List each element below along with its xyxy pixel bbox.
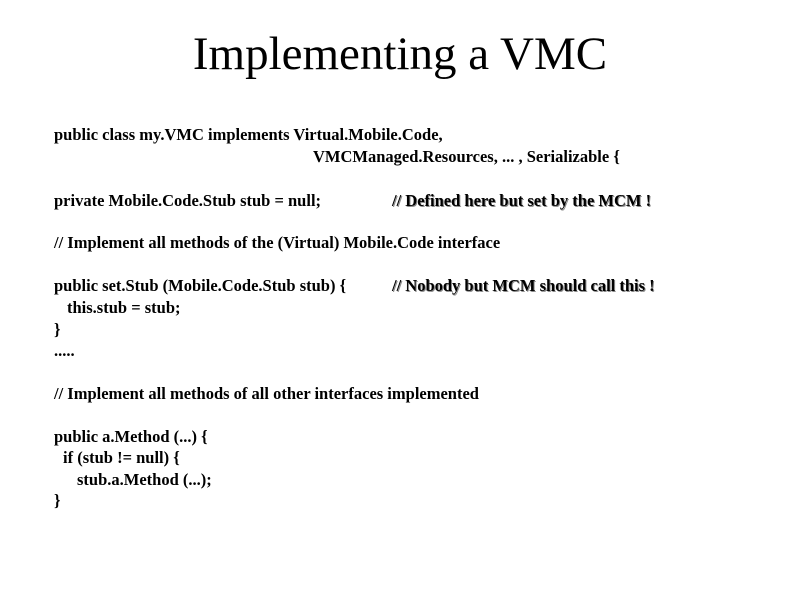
amethod-if-statement: if (stub != null) { (63, 448, 180, 467)
setstub-body: this.stub = stub; (67, 298, 181, 317)
amethod-declaration: public a.Method (...) { (54, 427, 208, 446)
slide-title: Implementing a VMC (192, 28, 608, 80)
comment-mobile-code-interface: // Implement all methods of the (Virtual) Mobile.Code interface (54, 233, 501, 252)
class-declaration-line-1: public class my.VMC implements Virtual.Mobile.Code, (54, 125, 443, 144)
amethod-closing-brace: } (54, 491, 61, 510)
ellipsis: ..... (54, 341, 75, 360)
setstub-closing-brace: } (54, 320, 61, 339)
stub-field-declaration: private Mobile.Code.Stub stub = null; (54, 191, 322, 210)
stub-field-comment: // Defined here but set by the MCM ! (392, 191, 652, 210)
setstub-declaration: public set.Stub (Mobile.Code.Stub stub) { (54, 276, 347, 295)
setstub-comment: // Nobody but MCM should call this ! (392, 276, 655, 295)
comment-other-interfaces: // Implement all methods of all other interfaces implemented (54, 384, 479, 403)
class-declaration-line-2: VMCManaged.Resources, ... , Serializable { (313, 147, 620, 166)
amethod-stub-call: stub.a.Method (...); (77, 470, 212, 489)
